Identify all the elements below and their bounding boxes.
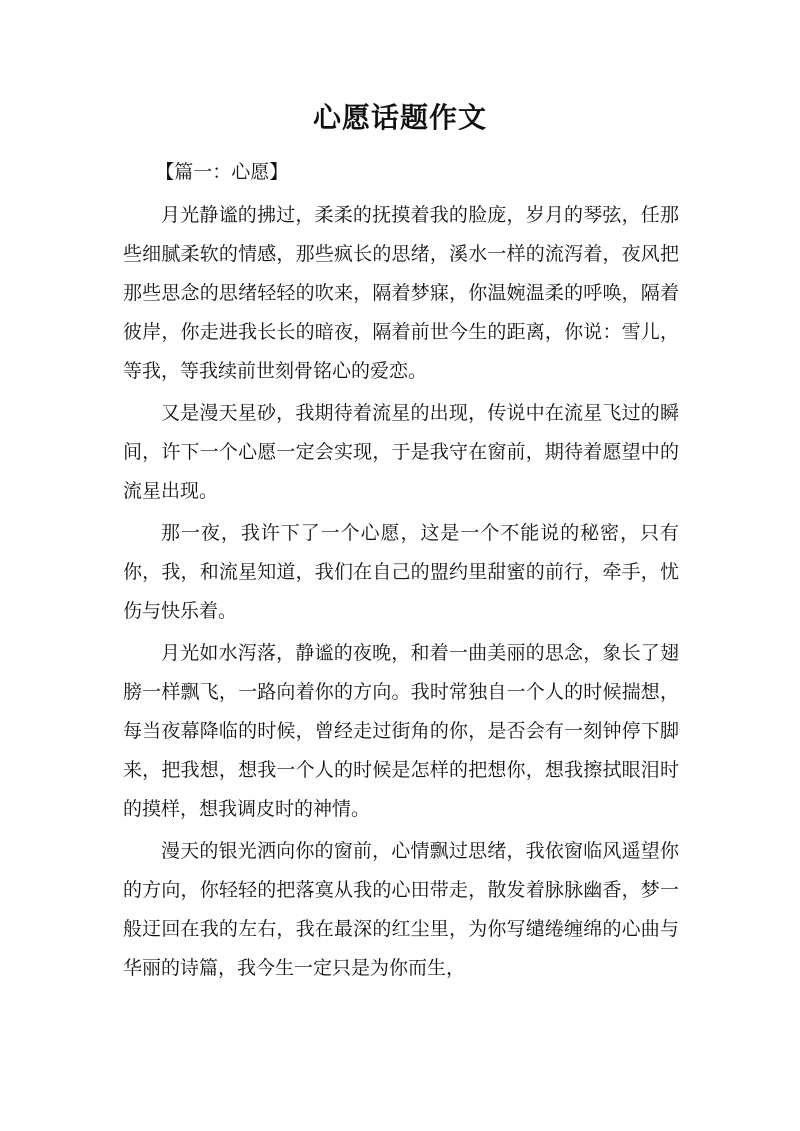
- paragraph-2: 又是漫天星砂，我期待着流星的出现，传说中在流星飞过的瞬间，许下一个心愿一定会实现，于是我守在窗前，期待着愿望中的流星出现。: [123, 402, 679, 502]
- paragraph-3: 那一夜，我许下了一个心愿，这是一个不能说的秘密，只有你，我，和流星知道，我们在自己的盟约里甜蜜的前行，牵手，忧伤与快乐着。: [123, 522, 679, 622]
- paragraph-4: 月光如水泻落，静谧的夜晚，和着一曲美丽的思念，象长了翅膀一样飘飞，一路向着你的方向。我时常独自一个人的时候揣想，每当夜幕降临的时候，曾经走过街角的你，是否会有一刻钟停下脚来，把我想，想我一个人的时候是怎样的把想你，想我擦拭眼泪时的摸样，想我调皮时的神情。: [123, 642, 679, 820]
- paragraph-1: 月光静谧的拂过，柔柔的抚摸着我的脸庞，岁月的琴弦，任那些细腻柔软的情感，那些疯长的思绪，溪水一样的流泻着，夜风把那些思念的思绪轻轻的吹来，隔着梦寐，你温婉温柔的呼唤，隔着彼岸，你走进我长长的暗夜，隔着前世今生的距离，你说：雪儿，等我，等我续前世刻骨铭心的爱恋。: [123, 204, 679, 382]
- page-title: 心愿话题作文: [312, 101, 487, 134]
- document-body: [123, 153, 679, 991]
- paragraph-5: 漫天的银光洒向你的窗前，心情飘过思绪，我依窗临风遥望你的方向，你轻轻的把落寞从我的心田带走，散发着脉脉幽香，梦一般迂回在我的左右，我在最深的红尘里，为你写缱绻缠绵的心曲与华丽的诗篇，我今生一定只是为你而生，: [123, 840, 679, 979]
- section-heading: 【篇一：心愿】: [155, 161, 289, 183]
